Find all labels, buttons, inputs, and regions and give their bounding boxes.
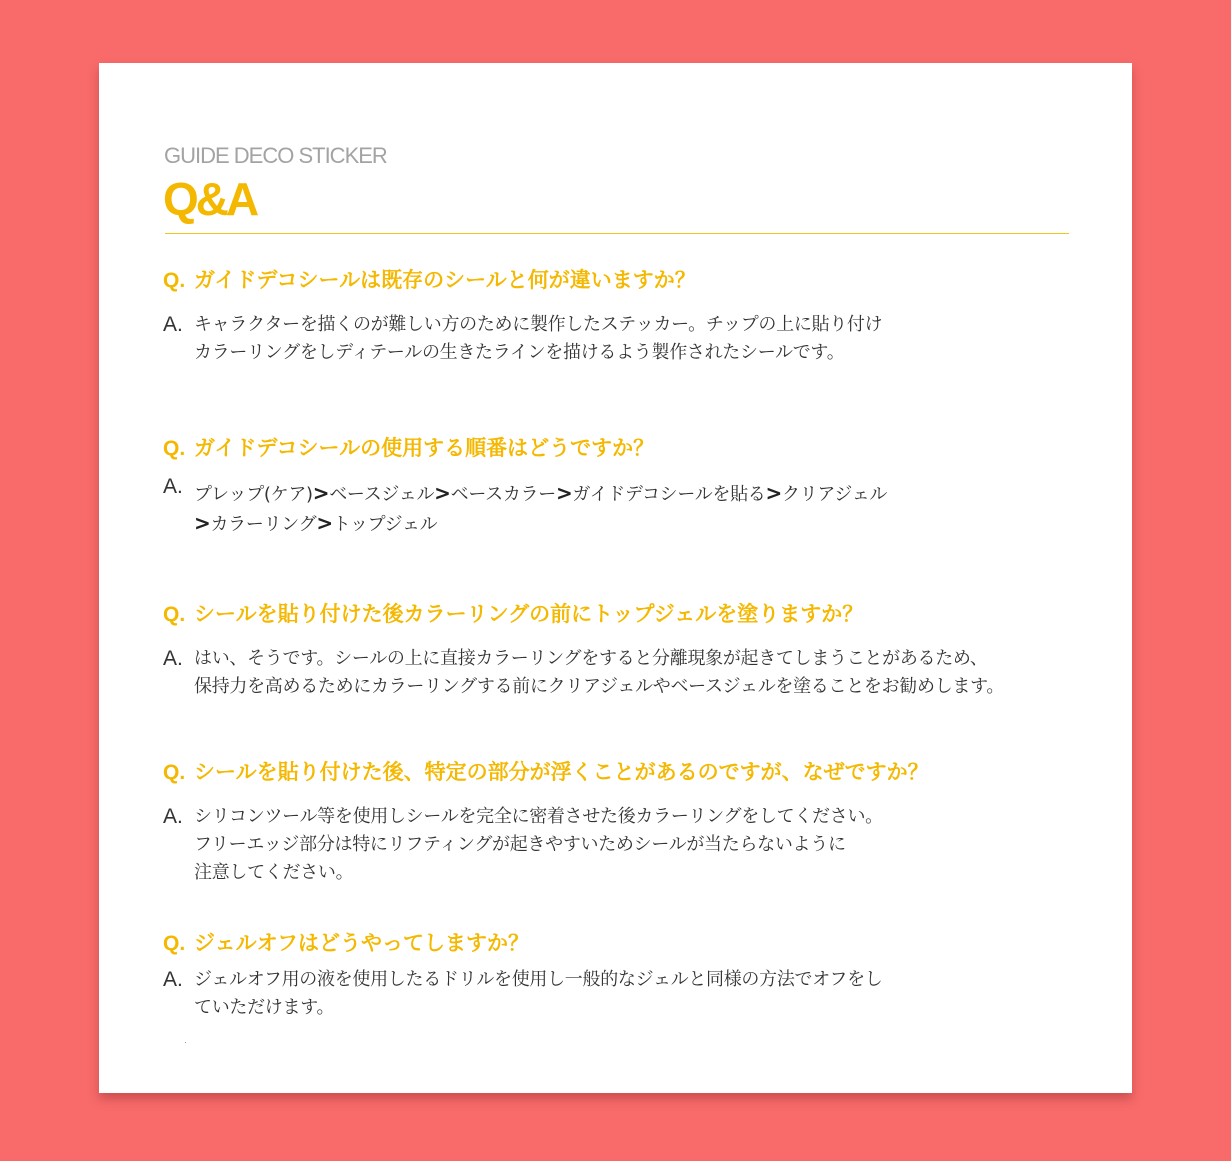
answer-mark-label: A. [163,968,183,991]
step-clear-gel: クリアジェル [781,484,888,505]
question-mark-label: Q. [163,269,186,292]
answer-line: 保持力を高めるためにカラーリングする前にクリアジェルやベースジェルを塗ることをお勧めします。 [194,676,1005,697]
page-title: Q&A [163,173,257,225]
step-top-gel: トップジェル [332,514,438,535]
question-mark-label: Q. [163,603,186,626]
question-mark-label: Q. [163,932,186,955]
question-row [163,757,1083,791]
arrow-right-icon: > [316,511,333,535]
answer-line: ていただけます。 [194,997,335,1018]
title-divider [165,233,1069,234]
steps-line [194,509,887,539]
arrow-right-icon: > [555,481,573,505]
step-prep: プレップ(ケア) [194,484,313,505]
arrow-right-icon: > [434,481,451,505]
answer-mark-label: A. [163,313,183,336]
question-text: ガイドデコシールは既存のシールと何が違いますか？ [194,268,696,292]
question-mark-label: Q. [163,761,186,784]
answer-text [194,645,1004,701]
qa-item [163,928,1083,1018]
stray-dot [185,1042,186,1043]
question-text: ジェルオフはどうやってしますか？ [194,931,529,955]
qa-item [163,433,1083,535]
step-coloring: カラーリング [210,514,317,535]
arrow-right-icon: > [312,481,330,505]
question-row [163,928,1083,962]
qa-card [99,63,1132,1093]
answer-mark-label: A. [163,475,183,498]
answer-line: キャラクターを描くのが難しい方のために製作したステッカー。チップの上に貼り付け [194,314,883,335]
answer-line: シリコンツール等を使用しシールを完全に密着させた後カラーリングをしてください。 [194,806,883,827]
answer-line: 注意してください。 [194,862,354,883]
section-subtitle: GUIDE DECO STICKER [164,143,387,168]
steps-line [194,479,887,509]
qa-item [163,599,1083,697]
answer-line: フリーエッジ部分は特にリフティングが起きやすいためシールが当たらないように [194,834,846,855]
question-row [163,599,1083,633]
qa-item [163,757,1083,883]
question-text: ガイドデコシールの使用する順番はどうですか？ [194,436,655,460]
answer-text [194,803,883,887]
step-base-color: ベースカラー [450,484,556,505]
question-text: シールを貼り付けた後カラーリングの前にトップジェルを塗りますか？ [194,602,864,626]
answer-line: ジェルオフ用の液を使用したるドリルを使用し一般的なジェルと同様の方法でオフをし [194,969,883,990]
arrow-right-icon: > [765,481,782,505]
answer-mark-label: A. [163,647,183,670]
answer-text [194,311,882,367]
arrow-right-icon: > [194,511,211,535]
question-row [163,265,1083,299]
step-base-gel: ベースジェル [329,484,435,505]
qa-item [163,265,1083,363]
answer-line: カラーリングをしディテールの生きたラインを描けるよう製作されたシールです。 [194,342,845,363]
answer-text [194,966,883,1022]
steps-text [194,479,887,539]
question-mark-label: Q. [163,437,186,460]
step-apply-sticker: ガイドデコシールを貼る [572,484,766,505]
question-text: シールを貼り付けた後、特定の部分が浮くことがあるのですが、なぜですか？ [194,760,929,784]
answer-mark-label: A. [163,805,183,828]
answer-line: はい、そうです。シールの上に直接カラーリングをすると分離現象が起きてしまうことがあるため、 [194,648,988,669]
question-row [163,433,1083,467]
